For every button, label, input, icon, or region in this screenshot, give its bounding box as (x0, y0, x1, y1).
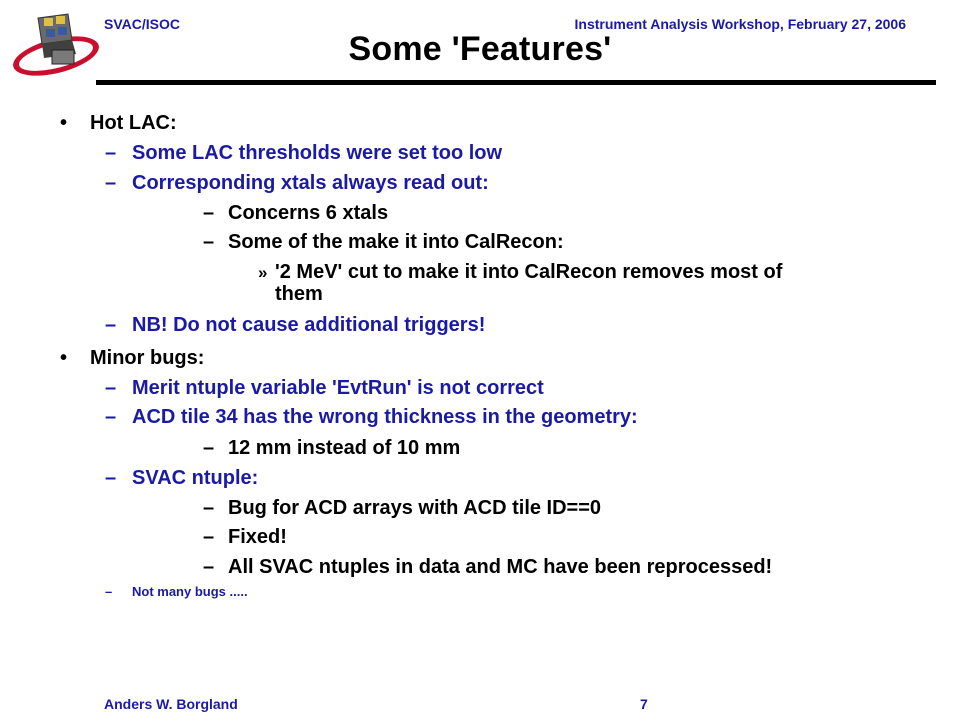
slide-title: Some 'Features' (348, 30, 612, 68)
list-item (60, 111, 177, 135)
dash-marker: – (105, 377, 117, 399)
list-item (105, 141, 503, 165)
title-rule (96, 80, 936, 85)
list-item-text: Some LAC thresholds were set too low (132, 142, 503, 164)
list-item (258, 260, 783, 305)
list-item-text: NB! Do not cause additional triggers! (132, 314, 486, 336)
list-item-text: All SVAC ntuples in data and MC have been reprocessed! (228, 556, 773, 578)
list-item-text: Minor bugs: (90, 347, 205, 369)
dash-marker: – (105, 142, 117, 164)
dash-marker: – (105, 172, 117, 194)
list-item-text: Corresponding xtals always read out: (132, 172, 489, 194)
list-item (105, 376, 544, 400)
list-item (105, 584, 248, 600)
list-item-text: Bug for ACD arrays with ACD tile ID==0 (228, 497, 602, 519)
list-item (203, 436, 461, 460)
list-item (203, 555, 773, 579)
dash-marker: – (105, 406, 117, 428)
dash-marker: – (105, 314, 117, 336)
bullet-marker: • (60, 112, 68, 134)
dash-marker: – (105, 467, 117, 489)
list-item-text-continued: them (275, 283, 323, 305)
footer-author: Anders W. Borgland (104, 696, 238, 712)
list-item (105, 313, 486, 337)
list-item-text: 12 mm instead of 10 mm (228, 437, 461, 459)
list-item (203, 201, 389, 225)
list-item (203, 230, 564, 254)
list-item-text: ACD tile 34 has the wrong thickness in the geometry: (132, 406, 638, 428)
list-item-text: '2 MeV' cut to make it into CalRecon removes most of (275, 261, 783, 283)
page-number: 7 (640, 696, 648, 712)
list-item (203, 525, 287, 549)
list-item-text: Hot LAC: (90, 112, 177, 134)
list-item (203, 496, 602, 520)
list-item (60, 346, 205, 370)
bullet-marker: • (60, 347, 68, 369)
dash-marker: – (203, 202, 215, 224)
dash-marker: – (203, 437, 215, 459)
list-item-text: SVAC ntuple: (132, 467, 259, 489)
list-item (105, 466, 259, 490)
list-item-text: Some of the make it into CalRecon: (228, 231, 564, 253)
dash-marker: – (203, 231, 215, 253)
dash-marker: – (105, 584, 113, 599)
header-left: SVAC/ISOC (104, 16, 180, 32)
dash-marker: – (203, 526, 215, 548)
list-item-text: Not many bugs ..... (132, 584, 248, 599)
chevron-marker: » (258, 263, 268, 282)
list-item-text: Concerns 6 xtals (228, 202, 389, 224)
list-item-text: Merit ntuple variable 'EvtRun' is not correct (132, 377, 544, 399)
header-right: Instrument Analysis Workshop, February 27, 2006 (574, 16, 906, 32)
list-item (105, 171, 489, 195)
list-item-text: Fixed! (228, 526, 287, 548)
dash-marker: – (203, 497, 215, 519)
list-item (105, 405, 638, 429)
dash-marker: – (203, 556, 215, 578)
